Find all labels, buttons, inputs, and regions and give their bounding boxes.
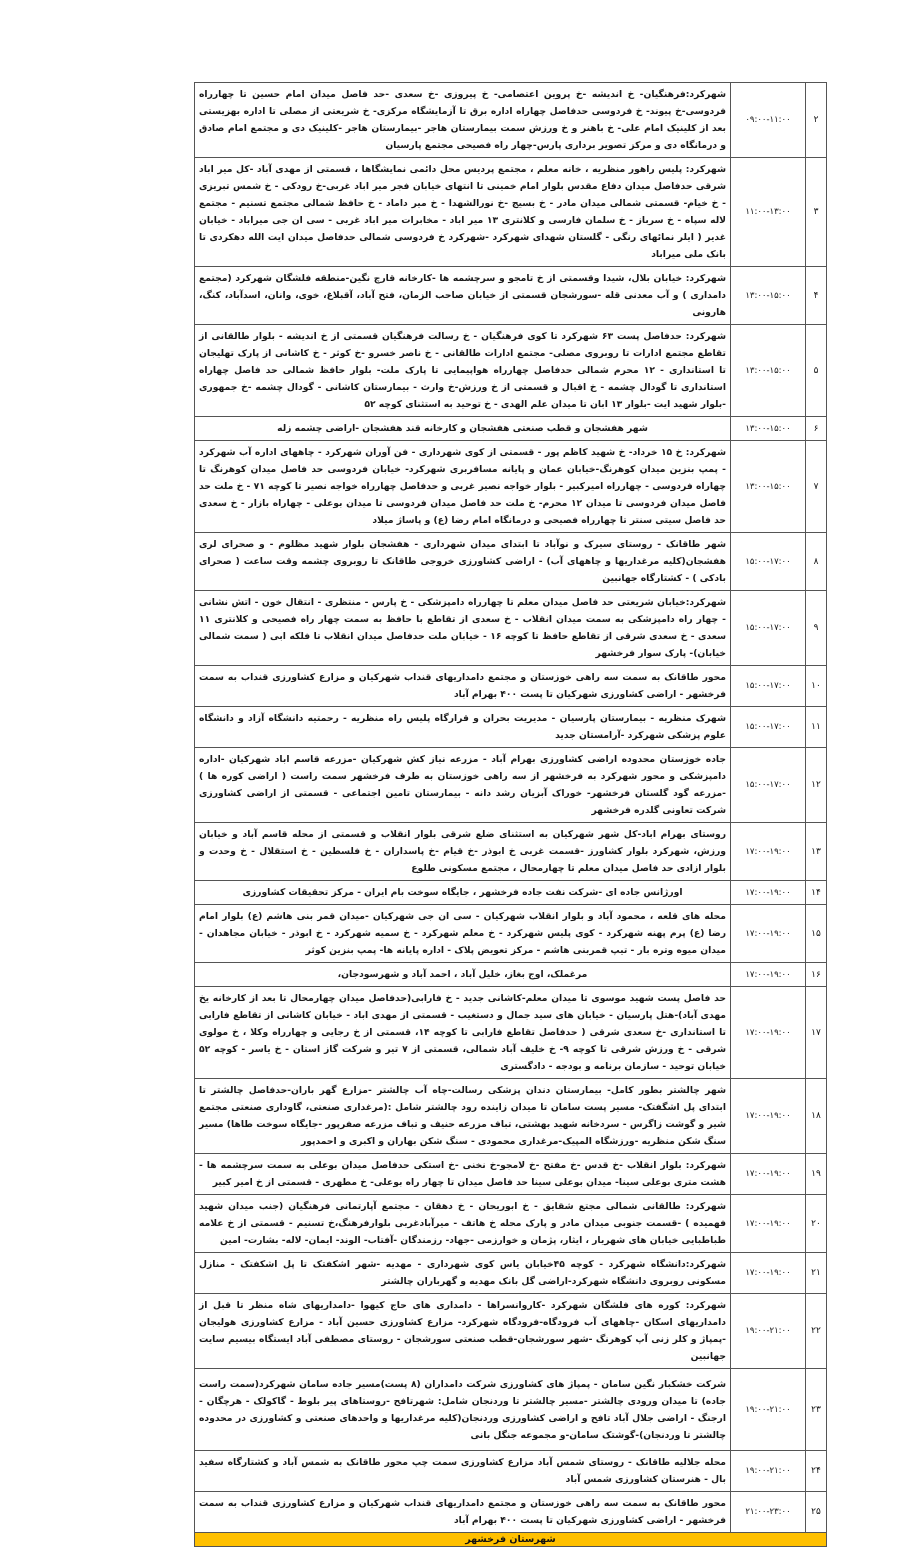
table-row — [195, 963, 827, 987]
table-row — [195, 533, 827, 591]
row-number: ۱۱ — [806, 707, 827, 748]
table-row — [195, 707, 827, 748]
area-description: شهرکرد: کوره های فلشگان شهرکرد -کاروانسراها - دامداری های حاج کیهوا -دامداریهای شاه منظر تا قبل از دامداریهای اسکان -چاههای آب فرودگاه-فرودگاه شهرکرد- مزارع کشاورزی حسین آباد - مزارع کشاورزی هولیجان -پمپاژ و کلر زنی آپ کوهرنگ -شهر سورشجان-قطب صنعتی سورشجان - روستای مصطفی آباد ایستگاه بیسیم سایت جهانبین — [195, 1294, 731, 1369]
area-description: شهرکرد:خیابان شریعتی حد فاصل میدان معلم تا چهارراه دامپزشکی - خ پارس - منتظری - انتقال خون - اتش نشانی - چهار راه دامپزشکی به سمت میدان انقلاب - خ سعدی از تقاطع با حافظ به سمت چهار راه فصیحی و کلانتری ۱۱ سعدی - خ سعدی شرقی از تقاطع حافظ تا کوچه ۱۶ - خیابان ملت حدفاصل میدان انقلاب تا فلکه ابی ( سمت شمالی خیابان)- پارک سوار فرخشهر — [195, 591, 731, 666]
row-number: ۲۱ — [806, 1253, 827, 1294]
outage-schedule-table-container — [194, 82, 827, 1547]
table-row — [195, 1195, 827, 1253]
row-number: ۷ — [806, 441, 827, 533]
time-range: ۱۳:۰۰-۱۵:۰۰ — [731, 417, 806, 441]
area-description: محور طاقانک به سمت سه راهی خوزستان و مجتمع دامداریهای قنداب شهرکیان و مزارع کشاورزی قنداب به سمت فرخشهر - اراضی کشاورزی شهرکیان تا پست ۴۰۰ بهرام آباد — [195, 666, 731, 707]
area-description: شهرکرد: بلوار انقلاب -خ قدس -خ مفتح -خ لامجو-خ نخنی -خ استکی حدفاصل میدان بوعلی به سمت سرچشمه ها - هشت متری بوعلی سینا- میدان بوعلی سینا حد فاصل میدان تا چهار راه بوعلی- خ مطهری - قسمتی از خ امیر کبیر — [195, 1154, 731, 1195]
area-description: محله جلالیه طاقانک - روستای شمس آباد مزارع کشاورزی سمت چپ محور طاقانک به شمس آباد و کشتارگاه سفید بال - هنرستان کشاورزی شمس آباد — [195, 1451, 731, 1492]
table-row — [195, 1079, 827, 1154]
time-range: ۲۱:۰۰-۲۳:۰۰ — [731, 1492, 806, 1533]
row-number: ۱۳ — [806, 823, 827, 881]
area-description: شهرکرد: خیابان بلال، شیدا وقسمتی از خ تامجو و سرچشمه ها -کارخانه قارچ نگین-منطقه فلشگان شهرکرد (مجتمع دامداری ) و آب معدنی قله -سورشجان قسمتی از خیابان صاحب الزمان، فتح آباد، آقبلاغ، خوی، وانان، اسدآباد، کنگ، هارونی — [195, 267, 731, 325]
time-range: ۱۷:۰۰-۱۹:۰۰ — [731, 1154, 806, 1195]
time-range: ۱۱:۰۰-۱۳:۰۰ — [731, 158, 806, 267]
table-row — [195, 823, 827, 881]
area-description: شهر چالشتر بطور کامل- بیمارستان دندان پزشکی رسالت-چاه آب چالشتر -مزارع گهر باران-حدفاصل چالشتر تا ابتدای پل اشگفتک- مسیر پست سامان تا میدان زاینده رود چالشتر شامل :(مرغداری صنعتی، گاوداری صنعتی مجتمع شیر و گوشت زاگرس - سردخانه شهید بهشتی، تباف مزرعه حنیف و تباف مزرعه صفرپور -جایگاه سوخت طاها) مسیر سنگ شکن منظریه -ورزشگاه المپیک-مرغداری محمودی - سنگ شکن بهاران و اکبری و احمدپور — [195, 1079, 731, 1154]
area-description: شهر هفشجان و قطب صنعتی هفشجان و کارخانه قند هفشجان -اراضی چشمه زله — [195, 417, 731, 441]
area-description: شهرکرد: حدفاصل پست ۶۳ شهرکرد تا کوی فرهنگیان - خ رسالت فرهنگیان قسمتی از خ اندیشه - بلوار طالقانی از تقاطع مجتمع ادارات تا روبروی مصلی- مجتمع ادارات طالقانی - خ ناصر خسرو -خ کوثر - خ کاشانی از پارک تهلیجان تا استانداری - ۱۲ محرم شمالی حدفاصل چهارراه هواپیمایی تا پارک ملت- بلوار حافظ شمالی حد فاصل چهاراه استانداری تا گودال چشمه - خ اقبال و قسمتی از خ ورزش-خ وارث - بیمارستان کاشانی - گودال چشمه -خ جمهوری -بلوار شهید ایت -بلوار ۱۳ ابان تا میدان علم الهدی - خ توحید به استثنای کوچه ۵۲ — [195, 325, 731, 417]
time-range: ۱۹:۰۰-۲۱:۰۰ — [731, 1294, 806, 1369]
row-number: ۲۲ — [806, 1294, 827, 1369]
table-row — [195, 905, 827, 963]
time-range: ۱۳:۰۰-۱۵:۰۰ — [731, 267, 806, 325]
county-label: شهرستان فرخشهر — [195, 1533, 827, 1547]
table-row — [195, 83, 827, 158]
table-row — [195, 1294, 827, 1369]
row-number: ۵ — [806, 325, 827, 417]
area-description: شرکت خشکبار نگین سامان - پمپاژ های کشاورزی شرکت دامداران (۸ پست)مسیر جاده سامان شهرکرد(سمت راست جاده) تا میدان ورودی چالشتر -مسیر چالشتر تا وردنجان شامل: شهرتافح -روستاهای پیر بلوط - گاکولک - هرچگان - ارجنگ - اراضی جلال آباد تافح و اراضی کشاورزی وردنجان(کلیه مرغداریها و واحدهای صنعتی و کشاورزی در محدوده چالشتر تا وردنجان)-گوشتک سامان-و مجموعه جنگل بانی — [195, 1369, 731, 1451]
row-number: ۲ — [806, 83, 827, 158]
table-row — [195, 987, 827, 1079]
table-row — [195, 748, 827, 823]
time-range: ۱۹:۰۰-۲۱:۰۰ — [731, 1369, 806, 1451]
table-row — [195, 158, 827, 267]
table-row — [195, 1253, 827, 1294]
row-number: ۱۹ — [806, 1154, 827, 1195]
county-footer-row — [195, 1533, 827, 1547]
area-description: اورژانس جاده ای -شرکت نفت جاده فرخشهر ، جایگاه سوخت بام ایران - مرکز تحقیقات کشاورزی — [195, 881, 731, 905]
area-description: شهرکرد:دانشگاه شهرکرد - کوچه ۴۵خیابان یاس کوی شهرداری - مهدیه -شهر اشکفتک تا پل اشکفتک - منازل مسکونی روبروی دانشگاه شهرکرد-اراضی گل بانک مهدیه و گهرباران چالشتر — [195, 1253, 731, 1294]
time-range: ۱۵:۰۰-۱۷:۰۰ — [731, 748, 806, 823]
time-range: ۱۷:۰۰-۱۹:۰۰ — [731, 1079, 806, 1154]
row-number: ۲۵ — [806, 1492, 827, 1533]
area-description: محله های قلعه ، محمود آباد و بلوار انقلاب شهرکیان - سی ان جی شهرکیان -میدان قمر بنی هاشم (ع) بلوار امام رضا (ع) پرم پهنه شهرکرد - کوی پلیس شهرکرد - خ معلم شهرکرد - خ سمیه شهرکرد - خ ابوذر - خیابان مجاهدان - میدان میوه وتره بار - تیپ قمربنی هاشم - مرکز تعویض پلاک - اداره پایانه ها- پمپ بنزین کوثر — [195, 905, 731, 963]
time-range: ۱۹:۰۰-۲۱:۰۰ — [731, 1451, 806, 1492]
row-number: ۱۲ — [806, 748, 827, 823]
table-row — [195, 417, 827, 441]
table-row — [195, 267, 827, 325]
time-range: ۱۷:۰۰-۱۹:۰۰ — [731, 987, 806, 1079]
table-row — [195, 1369, 827, 1451]
area-description: شهرک منظریه - بیمارستان پارسیان - مدیریت بحران و قرارگاه پلیس راه منظریه - رحمتیه دانشگاه آزاد و دانشگاه علوم پزشکی شهرکرد -آرامستان جدید — [195, 707, 731, 748]
area-description: شهرکرد: طالقانی شمالی مجتع شقایق - خ ابوریحان - خ دهقان - مجتمع آپارتمانی فرهنگیان (جنب میدان شهید فهمیده ) -قسمت جنوبی میدان مادر و پارک محله خ هاتف - میرآبادغربی بلوارفرهنگ،خ تسنیم - قسمتی از خ علامه طباطبایی خیابان های شهریار ، ایثار، پژمان و خوارزمی -جهاد- رزمندگان -آفتاب- الوند- ایمان- لاله- بشارت- امین — [195, 1195, 731, 1253]
table-row — [195, 441, 827, 533]
time-range: ۱۵:۰۰-۱۷:۰۰ — [731, 666, 806, 707]
area-description: شهرکرد: خ ۱۵ خرداد- خ شهید کاظم پور - قسمتی از کوی شهرداری - فن آوران شهرکرد - چاههای اداره آب شهرکرد - پمپ بنزین میدان کوهرنگ-خیابان عمان و پایانه مسافربری شهرکرد- خیابان فردوسی حد فاصل میدان کوهرنگ تا چهاراه فردوسی - چهارراه امیرکبیر - بلوار خواجه نصیر غربی و حدفاصل چهارراه خواجه نصیر تا کوچه ۷۱ - خ ملت حد فاصل میدان فردوسی تا میدان ۱۲ محرم- خ ملت حد فاصل میدان فردوسی تا میدان بوعلی - چهاراه بازار - خ سعدی حد فاصل سیتی سنتر تا چهارراه فصیحی و درمانگاه امام رضا (ع) و پاساژ میلاد — [195, 441, 731, 533]
time-range: ۱۷:۰۰-۱۹:۰۰ — [731, 905, 806, 963]
area-description: حد فاصل پست شهید موسوی تا میدان معلم-کاشانی جدید - خ فارابی(حدفاصل میدان چهارمحال تا بعد از کارخانه یخ مهدی آباد)-هتل پارسیان - خیابان های سید جمال و دستغیب - قسمتی از مهدی اباد - خیابان کاشانی از تقاطع فارابی تا استانداری -خ سعدی شرقی ( حدفاصل تقاطع فارابی تا کوچه ۱۴، قسمتی از خ رجایی و چهارراه وکلا ، خ مولوی شرقی - خ ورزش شرقی تا کوچه ۹- خ خلیف آباد شمالی، قسمتی از ۷ تیر و شرکت گاز استان - خ یاسر - کوچه ۵۲ خیابان توحید - سازمان برنامه و بودجه - دادگستری — [195, 987, 731, 1079]
area-description: شهرکرد:فرهنگیان- خ اندیشه -خ پروین اعتصامی- خ پیروزی -خ سعدی -حد فاصل میدان امام حسین تا چهارراه فردوسی-خ پیوند- خ فردوسی حدفاصل چهاراه اداره برق تا آزمایشگاه مرکزی- خ شریعتی از مصلی تا اداره بهزیستی بعد از کلینیک امام علی- خ باهنر و خ ورزش سمت بیمارستان هاجر -بیمارستان هاجر -کلینیک دی و مجتمع امام صادق و درمانگاه دی و مرکز تصویر برداری پارس-چهار راه فصیحی مجتمع پارسیان — [195, 83, 731, 158]
time-range: ۱۳:۰۰-۱۵:۰۰ — [731, 325, 806, 417]
row-number: ۴ — [806, 267, 827, 325]
area-description: شهرکرد: پلیس راهور منظریه ، خانه معلم ، مجتمع پردیس محل دائمی نمایشگاها ، قسمتی از مهدی آباد -کل میر اباد شرقی حدفاصل میدان دفاع مقدس بلوار امام خمینی تا انتهای خیابان فجر میر اباد غربی-خ رودکی - خ شمس تبریزی - خ خیام- قسمتی شمالی میدان مادر - خ بسیج -خ نورالشهدا - خ میر داماد - خ حافظ شمالی مجتمع تسنیم - مجتمع لاله سپاه - خ سرباز - خ سلمان فارسی و کلانتری ۱۳ میر اباد - مخابرات میر اباد غربی - سی ان جی میراباد - خیابان غدیر ( ایلر نمائهای رنگی - گلستان شهدای شهرکرد -شهرکرد خ فردوسی شمالی حدفاصل میدان ایت الله دهکردی تا بانک ملی میراباد — [195, 158, 731, 267]
time-range: ۱۷:۰۰-۱۹:۰۰ — [731, 1253, 806, 1294]
time-range: ۱۷:۰۰-۱۹:۰۰ — [731, 881, 806, 905]
row-number: ۲۴ — [806, 1451, 827, 1492]
table-row — [195, 1154, 827, 1195]
time-range: ۱۵:۰۰-۱۷:۰۰ — [731, 533, 806, 591]
row-number: ۱۵ — [806, 905, 827, 963]
time-range: ۱۵:۰۰-۱۷:۰۰ — [731, 591, 806, 666]
area-description: مرغملک، اوج بغاز، خلیل آباد ، احمد آباد و شهرسودجان، — [195, 963, 731, 987]
area-description: شهر طاقانک - روستای سیرک و نوآباد تا ابتدای میدان شهرداری - هفشجان بلوار شهید مظلوم - و صحرای لری هفشجان(کلیه مرغداریها و چاههای آب) - اراضی کشاورزی خروجی طاقانک تا روبروی چشمه وقت ساعت ( صحرای بادکی ) - کشتارگاه جهانبین — [195, 533, 731, 591]
row-number: ۱۸ — [806, 1079, 827, 1154]
area-description: روستای بهرام اباد-کل شهر شهرکیان به استثنای ضلع شرقی بلوار انقلاب و قسمتی از محله قاسم آباد و خیابان ورزش، شهرکرد بلوار کشاورز -قسمت غربی خ ابوذر -خ قیام -خ پاسداران - خ فلسطین - خ استقلال - خ وحدت و بلوار ازادی حد فاصل میدان معلم تا چهارمحال ، مجتمع مسکونی طلوع — [195, 823, 731, 881]
row-number: ۲۰ — [806, 1195, 827, 1253]
area-description: جاده خوزستان محدوده اراضی کشاورزی بهرام آباد - مزرعه نیاز کش شهرکیان -مزرعه قاسم اباد شهرکیان -اداره دامپزشکی و محور شهرکرد به فرخشهر از سه راهی خوزستان به طرف فرخشهر سمت راست ( اراضی کوره ها ) -مزرعه گود گلستان فرخشهر- خوراک آبزیان رشد دانه - بیمارستان تامین اجتماعی - قسمتی از اراضی کشاورزی شرکت تعاونی گلدره فرخشهر — [195, 748, 731, 823]
area-description: محور طاقانک به سمت سه راهی خوزستان و مجتمع دامداریهای قنداب شهرکیان و مزارع کشاورزی قنداب به سمت فرخشهر - اراضی کشاورزی شهرکیان تا پست ۴۰۰ بهرام آباد — [195, 1492, 731, 1533]
time-range: ۱۷:۰۰-۱۹:۰۰ — [731, 1195, 806, 1253]
table-row — [195, 1492, 827, 1533]
row-number: ۹ — [806, 591, 827, 666]
table-row — [195, 881, 827, 905]
time-range: ۰۹:۰۰-۱۱:۰۰ — [731, 83, 806, 158]
time-range: ۱۳:۰۰-۱۵:۰۰ — [731, 441, 806, 533]
row-number: ۱۴ — [806, 881, 827, 905]
row-number: ۱۰ — [806, 666, 827, 707]
row-number: ۱۷ — [806, 987, 827, 1079]
time-range: ۱۵:۰۰-۱۷:۰۰ — [731, 707, 806, 748]
time-range: ۱۷:۰۰-۱۹:۰۰ — [731, 823, 806, 881]
row-number: ۶ — [806, 417, 827, 441]
row-number: ۸ — [806, 533, 827, 591]
row-number: ۳ — [806, 158, 827, 267]
row-number: ۱۶ — [806, 963, 827, 987]
table-row — [195, 591, 827, 666]
table-row — [195, 1451, 827, 1492]
outage-schedule-table — [194, 82, 827, 1547]
table-row — [195, 666, 827, 707]
time-range: ۱۷:۰۰-۱۹:۰۰ — [731, 963, 806, 987]
row-number: ۲۳ — [806, 1369, 827, 1451]
table-row — [195, 325, 827, 417]
